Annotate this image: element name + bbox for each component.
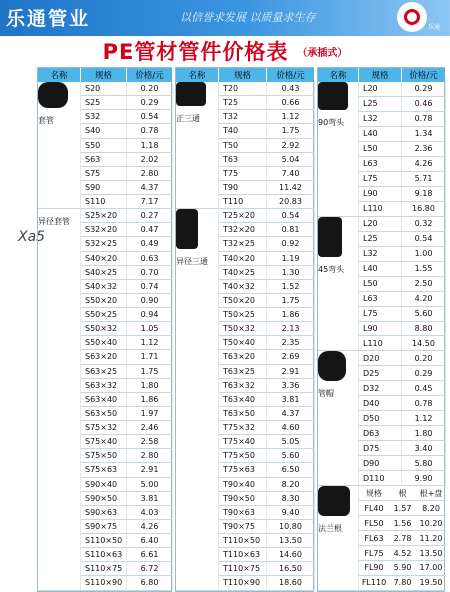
title-sub: （承插式）	[297, 47, 348, 59]
spec-cell: S25	[81, 96, 127, 110]
spec-cell: T90×63	[219, 506, 267, 520]
spec-cell: S63×40	[81, 393, 127, 407]
product-name-cell	[176, 209, 219, 590]
slogan: 以信誉求发展 以质量求生存	[180, 11, 316, 24]
column-header-spec: 规格	[81, 68, 127, 82]
price-cell: 1.19	[267, 252, 315, 266]
spec-cell: T20	[219, 82, 267, 96]
price-cell: 0.54	[402, 232, 446, 247]
price-cell: 5.71	[402, 172, 446, 187]
price-cell: 0.54	[267, 209, 315, 223]
price-table-tee	[175, 67, 314, 592]
flange-price-set: 10.20	[416, 516, 446, 531]
flange-header: 根	[389, 486, 416, 501]
spec-cell: S40×20	[81, 252, 127, 266]
spec-cell: T90×40	[219, 478, 267, 492]
spec-cell: S75×32	[81, 421, 127, 435]
price-cell: 1.75	[267, 124, 315, 138]
spec-cell: D32	[359, 381, 402, 396]
spec-cell: L25	[359, 232, 402, 247]
spec-cell: S75	[81, 167, 127, 181]
product-name-cell	[318, 82, 359, 217]
product-name-cell	[318, 217, 359, 352]
spec-cell: L50	[359, 277, 402, 292]
spec-cell: T25	[219, 96, 267, 110]
price-cell: 2.91	[267, 365, 315, 379]
price-cell: 1.12	[127, 336, 173, 350]
price-cell: 10.80	[267, 520, 315, 534]
price-cell: 4.03	[127, 506, 173, 520]
spec-cell: T50×20	[219, 294, 267, 308]
spec-cell: T40×20	[219, 252, 267, 266]
spec-cell: L20	[359, 217, 402, 232]
price-cell: 7.40	[267, 167, 315, 181]
spec-cell: T63×32	[219, 379, 267, 393]
spec-cell: S50	[81, 139, 127, 153]
price-cell: 0.46	[402, 97, 446, 112]
spec-cell: S40×25	[81, 266, 127, 280]
spec-cell: L50	[359, 142, 402, 157]
spec-cell: S75×63	[81, 463, 127, 477]
price-cell: 3.81	[127, 492, 173, 506]
price-cell: 18.60	[267, 576, 315, 590]
price-cell: 2.02	[127, 153, 173, 167]
price-cell: 2.36	[402, 142, 446, 157]
price-cell: 0.63	[127, 252, 173, 266]
spec-cell: L25	[359, 97, 402, 112]
price-cell: 1.75	[267, 294, 315, 308]
spec-cell: D63	[359, 426, 402, 441]
price-cell: 1.00	[402, 247, 446, 262]
price-cell: 4.20	[402, 292, 446, 307]
column-header-name: 名称	[318, 68, 359, 82]
price-cell: 3.40	[402, 441, 446, 456]
spec-cell: S63×32	[81, 379, 127, 393]
spec-cell: S63×20	[81, 350, 127, 364]
price-cell: 0.78	[402, 112, 446, 127]
price-cell: 3.81	[267, 393, 315, 407]
spec-cell: S75×50	[81, 449, 127, 463]
spec-cell: T25×20	[219, 209, 267, 223]
price-cell: 14.50	[402, 336, 446, 351]
spec-cell: T50×40	[219, 336, 267, 350]
spec-cell: S90×63	[81, 506, 127, 520]
product-name: 法兰根	[318, 524, 342, 534]
price-cell: 4.37	[267, 407, 315, 421]
flange-price-set: 17.00	[416, 561, 446, 576]
spec-cell: S63×50	[81, 407, 127, 421]
spec-cell: T63×25	[219, 365, 267, 379]
price-cell: 1.18	[127, 139, 173, 153]
spec-cell: T110×90	[219, 576, 267, 590]
flange-price-single: 2.78	[389, 531, 416, 546]
spec-cell: D25	[359, 366, 402, 381]
spec-cell: L90	[359, 187, 402, 202]
spec-cell: S32×25	[81, 237, 127, 251]
spec-cell: L40	[359, 127, 402, 142]
brand-name: 乐通管业	[6, 8, 91, 30]
price-cell: 0.92	[267, 237, 315, 251]
flange-spec: FL110	[359, 576, 389, 591]
spec-cell: T90×75	[219, 520, 267, 534]
spec-cell: T50×25	[219, 308, 267, 322]
spec-cell: L40	[359, 262, 402, 277]
spec-cell: T50×32	[219, 322, 267, 336]
column-header-name: 名称	[38, 68, 81, 82]
spec-cell: T40×32	[219, 280, 267, 294]
price-cell: 1.34	[402, 127, 446, 142]
spec-cell: S50×20	[81, 294, 127, 308]
spec-cell: L110	[359, 336, 402, 351]
spec-cell: T32×20	[219, 223, 267, 237]
elbow-45-icon	[318, 217, 342, 257]
flange-spec: FL63	[359, 531, 389, 546]
product-name-cell	[38, 209, 81, 590]
cap-icon	[318, 351, 346, 381]
product-name: 45弯头	[318, 264, 345, 274]
price-cell: 4.26	[402, 157, 446, 172]
price-cell: 0.29	[402, 82, 446, 97]
price-cell: 14.60	[267, 548, 315, 562]
company-logo-icon	[397, 2, 427, 32]
flange-price-set: 11.20	[416, 531, 446, 546]
spec-cell: T40	[219, 124, 267, 138]
price-cell: 1.97	[127, 407, 173, 421]
price-cell: 0.81	[267, 223, 315, 237]
spec-cell: T110×63	[219, 548, 267, 562]
price-cell: 0.78	[402, 396, 446, 411]
flange-price-set: 19.50	[416, 576, 446, 591]
spec-cell: S110×63	[81, 548, 127, 562]
price-cell: 1.12	[267, 110, 315, 124]
spec-cell: S90×40	[81, 478, 127, 492]
coupling-icon	[38, 82, 68, 108]
spec-cell: S110×90	[81, 576, 127, 590]
price-cell: 13.50	[267, 534, 315, 548]
elbow-90-icon	[318, 82, 348, 110]
spec-cell: S40	[81, 124, 127, 138]
price-cell: 0.29	[127, 96, 173, 110]
price-cell: 2.92	[267, 139, 315, 153]
flange-header: 规格	[359, 486, 389, 501]
tee-icon	[176, 82, 206, 106]
price-cell: 5.60	[402, 307, 446, 322]
spec-cell: L63	[359, 292, 402, 307]
price-cell: 2.80	[127, 167, 173, 181]
spec-cell: L75	[359, 172, 402, 187]
column-header-name: 名称	[176, 68, 219, 82]
spec-cell: T110×50	[219, 534, 267, 548]
price-cell: 0.70	[127, 266, 173, 280]
price-cell: 1.52	[267, 280, 315, 294]
price-cell: 2.13	[267, 322, 315, 336]
price-cell: 6.61	[127, 548, 173, 562]
spec-cell: D40	[359, 396, 402, 411]
price-cell: 7.17	[127, 195, 173, 209]
price-cell: 4.60	[267, 421, 315, 435]
flange-price-single: 5.90	[389, 561, 416, 576]
price-cell: 16.80	[402, 202, 446, 217]
price-table-elbow-cap-flange	[317, 67, 445, 592]
price-cell: 16.50	[267, 562, 315, 576]
flange-header: 根+盘	[416, 486, 446, 501]
price-cell: 6.50	[267, 463, 315, 477]
spec-cell: S50×40	[81, 336, 127, 350]
flange-spec: FL50	[359, 516, 389, 531]
price-cell: 0.20	[402, 351, 446, 366]
price-cell: 8.30	[267, 492, 315, 506]
flange-price-single: 7.80	[389, 576, 416, 591]
flange-spec: FL40	[359, 501, 389, 516]
price-cell: 0.45	[402, 381, 446, 396]
price-cell: 2.58	[127, 435, 173, 449]
spec-cell: T110×75	[219, 562, 267, 576]
price-cell: 9.90	[402, 471, 446, 486]
price-cell: 8.80	[402, 322, 446, 337]
spec-cell: T75×40	[219, 435, 267, 449]
spec-cell: T75×50	[219, 449, 267, 463]
spec-cell: L32	[359, 247, 402, 262]
price-cell: 0.94	[127, 308, 173, 322]
product-name-cell	[38, 82, 81, 209]
price-cell: 6.80	[127, 576, 173, 590]
flange-price-set: 13.50	[416, 546, 446, 561]
spec-cell: T75	[219, 167, 267, 181]
price-cell: 6.40	[127, 534, 173, 548]
price-cell: 0.27	[127, 209, 173, 223]
flange-price-single: 1.56	[389, 516, 416, 531]
spec-cell: S75×40	[81, 435, 127, 449]
spec-cell: S50×32	[81, 322, 127, 336]
price-cell: 2.91	[127, 463, 173, 477]
spec-cell: T40×25	[219, 266, 267, 280]
price-cell: 5.80	[402, 456, 446, 471]
spec-cell: T75×63	[219, 463, 267, 477]
product-name: 90弯头	[318, 118, 345, 127]
spec-cell: T63	[219, 153, 267, 167]
price-cell: 4.37	[127, 181, 173, 195]
price-cell: 2.50	[402, 277, 446, 292]
flange-price-set: 8.20	[416, 501, 446, 516]
spec-cell: S110	[81, 195, 127, 209]
spec-cell: S63	[81, 153, 127, 167]
column-header-price: 价格/元	[402, 68, 446, 82]
spec-cell: T50	[219, 139, 267, 153]
price-cell: 8.20	[267, 478, 315, 492]
price-cell: 0.32	[402, 217, 446, 232]
flange-price-single: 4.52	[389, 546, 416, 561]
spec-cell: S110×50	[81, 534, 127, 548]
column-header-spec: 规格	[219, 68, 267, 82]
spec-cell: S110×75	[81, 562, 127, 576]
price-cell: 1.80	[127, 379, 173, 393]
spec-cell: D75	[359, 441, 402, 456]
price-cell: 2.35	[267, 336, 315, 350]
spec-cell: T63×20	[219, 350, 267, 364]
price-cell: 1.80	[402, 426, 446, 441]
price-cell: 2.46	[127, 421, 173, 435]
price-cell: 5.60	[267, 449, 315, 463]
spec-cell: S32	[81, 110, 127, 124]
price-cell: 11.42	[267, 181, 315, 195]
price-cell: 0.47	[127, 223, 173, 237]
price-cell: 5.00	[127, 478, 173, 492]
price-cell: 0.74	[127, 280, 173, 294]
product-name: 异径三通	[176, 257, 208, 267]
price-cell: 0.66	[267, 96, 315, 110]
price-cell: 1.30	[267, 266, 315, 280]
product-name: 套管	[38, 116, 54, 125]
price-tables	[37, 67, 445, 592]
price-cell: 2.80	[127, 449, 173, 463]
flange-spec: FL75	[359, 546, 389, 561]
handwritten-note: Xa5	[18, 229, 46, 245]
header-banner	[0, 0, 450, 36]
page-title	[0, 36, 450, 66]
product-name-cell	[176, 82, 219, 209]
spec-cell: S20	[81, 82, 127, 96]
title-main: PE管材管件价格表	[102, 40, 289, 64]
flange-subtable	[359, 486, 446, 591]
spec-cell: D90	[359, 456, 402, 471]
price-cell: 0.78	[127, 124, 173, 138]
spec-cell: D50	[359, 411, 402, 426]
column-header-spec: 规格	[359, 68, 402, 82]
spec-cell: L75	[359, 307, 402, 322]
spec-cell: L90	[359, 322, 402, 337]
price-cell: 9.18	[402, 187, 446, 202]
spec-cell: S90×50	[81, 492, 127, 506]
product-name-cell	[318, 351, 359, 486]
spec-cell: D110	[359, 471, 402, 486]
price-cell: 5.05	[267, 435, 315, 449]
product-name-cell	[318, 486, 359, 591]
spec-cell: T63×50	[219, 407, 267, 421]
product-name: 异径套管	[38, 217, 70, 227]
price-cell: 5.04	[267, 153, 315, 167]
product-name: 正三通	[176, 114, 200, 123]
reducing-tee-icon	[176, 209, 198, 249]
product-name: 管帽	[318, 389, 334, 399]
spec-cell: T75×32	[219, 421, 267, 435]
spec-cell: L20	[359, 82, 402, 97]
flange-icon	[318, 486, 350, 516]
spec-cell: S32×20	[81, 223, 127, 237]
price-cell: 1.71	[127, 350, 173, 364]
spec-cell: T32×25	[219, 237, 267, 251]
spec-cell: S90	[81, 181, 127, 195]
price-cell: 9.40	[267, 506, 315, 520]
price-cell: 0.49	[127, 237, 173, 251]
spec-cell: S63×25	[81, 365, 127, 379]
spec-cell: S50×25	[81, 308, 127, 322]
flange-price-single: 1.57	[389, 501, 416, 516]
price-cell: 1.86	[127, 393, 173, 407]
column-header-price: 价格/元	[127, 68, 173, 82]
spec-cell: T90×50	[219, 492, 267, 506]
price-cell: 1.12	[402, 411, 446, 426]
flange-spec: FL90	[359, 561, 389, 576]
price-cell: 6.72	[127, 562, 173, 576]
price-cell: 4.26	[127, 520, 173, 534]
column-header-price: 价格/元	[267, 68, 315, 82]
spec-cell: T63×40	[219, 393, 267, 407]
price-cell: 0.20	[127, 82, 173, 96]
price-cell: 1.55	[402, 262, 446, 277]
price-cell: 0.29	[402, 366, 446, 381]
price-cell: 0.54	[127, 110, 173, 124]
price-cell: 1.75	[127, 365, 173, 379]
price-cell: 2.69	[267, 350, 315, 364]
spec-cell: L63	[359, 157, 402, 172]
spec-cell: T32	[219, 110, 267, 124]
price-cell: 20.83	[267, 195, 315, 209]
price-cell: 1.86	[267, 308, 315, 322]
price-cell: 0.43	[267, 82, 315, 96]
price-cell: 1.05	[127, 322, 173, 336]
spec-cell: L110	[359, 202, 402, 217]
price-table-coupling	[37, 67, 172, 592]
spec-cell: T90	[219, 181, 267, 195]
spec-cell: S90×75	[81, 520, 127, 534]
logo-text: 乐通	[428, 24, 441, 31]
spec-cell: L32	[359, 112, 402, 127]
price-cell: 0.90	[127, 294, 173, 308]
spec-cell: S40×32	[81, 280, 127, 294]
spec-cell: S25×20	[81, 209, 127, 223]
spec-cell: T110	[219, 195, 267, 209]
spec-cell: D20	[359, 351, 402, 366]
price-cell: 3.36	[267, 379, 315, 393]
